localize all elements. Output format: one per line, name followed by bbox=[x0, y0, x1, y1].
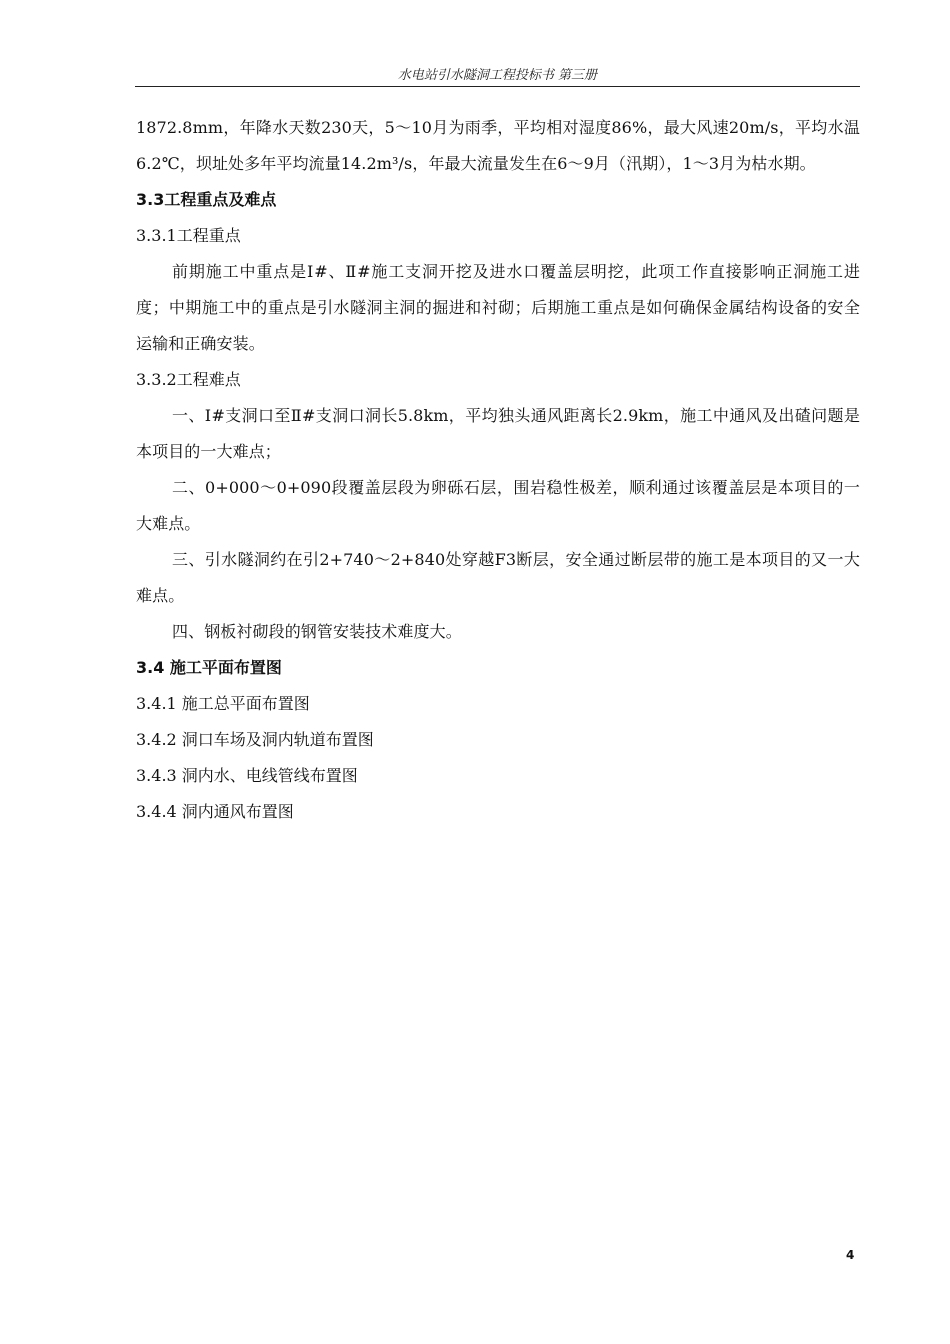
subsection-heading-3-3-1: 3.3.1工程重点 bbox=[136, 226, 241, 245]
difficulty-item: 三、引水隧洞约在引2+740～2+840处穿越F3断层，安全通过断层带的施工是本项目的又一大难点。 bbox=[136, 550, 860, 605]
layout-drawing-item: 3.4.4 洞内通风布置图 bbox=[136, 802, 294, 821]
section-heading-3-4: 3.4 施工平面布置图 bbox=[136, 658, 282, 677]
difficulty-item: 四、钢板衬砌段的钢管安装技术难度大。 bbox=[172, 622, 462, 641]
difficulty-item: 一、Ⅰ#支洞口至Ⅱ#支洞口洞长5.8km，平均独头通风距离长2.9km，施工中通风及出碴问题是本项目的一大难点； bbox=[136, 406, 860, 461]
layout-drawing-item: 3.4.1 施工总平面布置图 bbox=[136, 694, 310, 713]
subsection-heading-3-3-2: 3.3.2工程难点 bbox=[136, 370, 241, 389]
section-heading-3-3: 3.3工程重点及难点 bbox=[136, 190, 277, 209]
climate-paragraph: 1872.8mm，年降水天数230天，5～10月为雨季，平均相对湿度86%，最大风速20m/s，平均水温6.2℃，坝址处多年平均流量14.2m³/s，年最大流量发生在6～9月（汛期），1～3月为枯水期。 bbox=[136, 118, 860, 173]
page-header bbox=[135, 64, 860, 87]
page-number: 4 bbox=[846, 1248, 855, 1262]
key-points-paragraph: 前期施工中重点是Ⅰ#、Ⅱ#施工支洞开挖及进水口覆盖层明挖，此项工作直接影响正洞施工进度；中期施工中的重点是引水隧洞主洞的掘进和衬砌；后期施工重点是如何确保金属结构设备的安全运输和正确安装。 bbox=[136, 262, 860, 353]
layout-drawing-item: 3.4.2 洞口车场及洞内轨道布置图 bbox=[136, 730, 374, 749]
document-body bbox=[136, 110, 860, 830]
layout-drawing-item: 3.4.3 洞内水、电线管线布置图 bbox=[136, 766, 358, 785]
difficulty-item: 二、0+000～0+090段覆盖层段为卵砾石层，围岩稳性极差，顺利通过该覆盖层是本项目的一大难点。 bbox=[136, 478, 860, 533]
header-title: 水电站引水隧洞工程投标书 第三册 bbox=[397, 68, 598, 83]
